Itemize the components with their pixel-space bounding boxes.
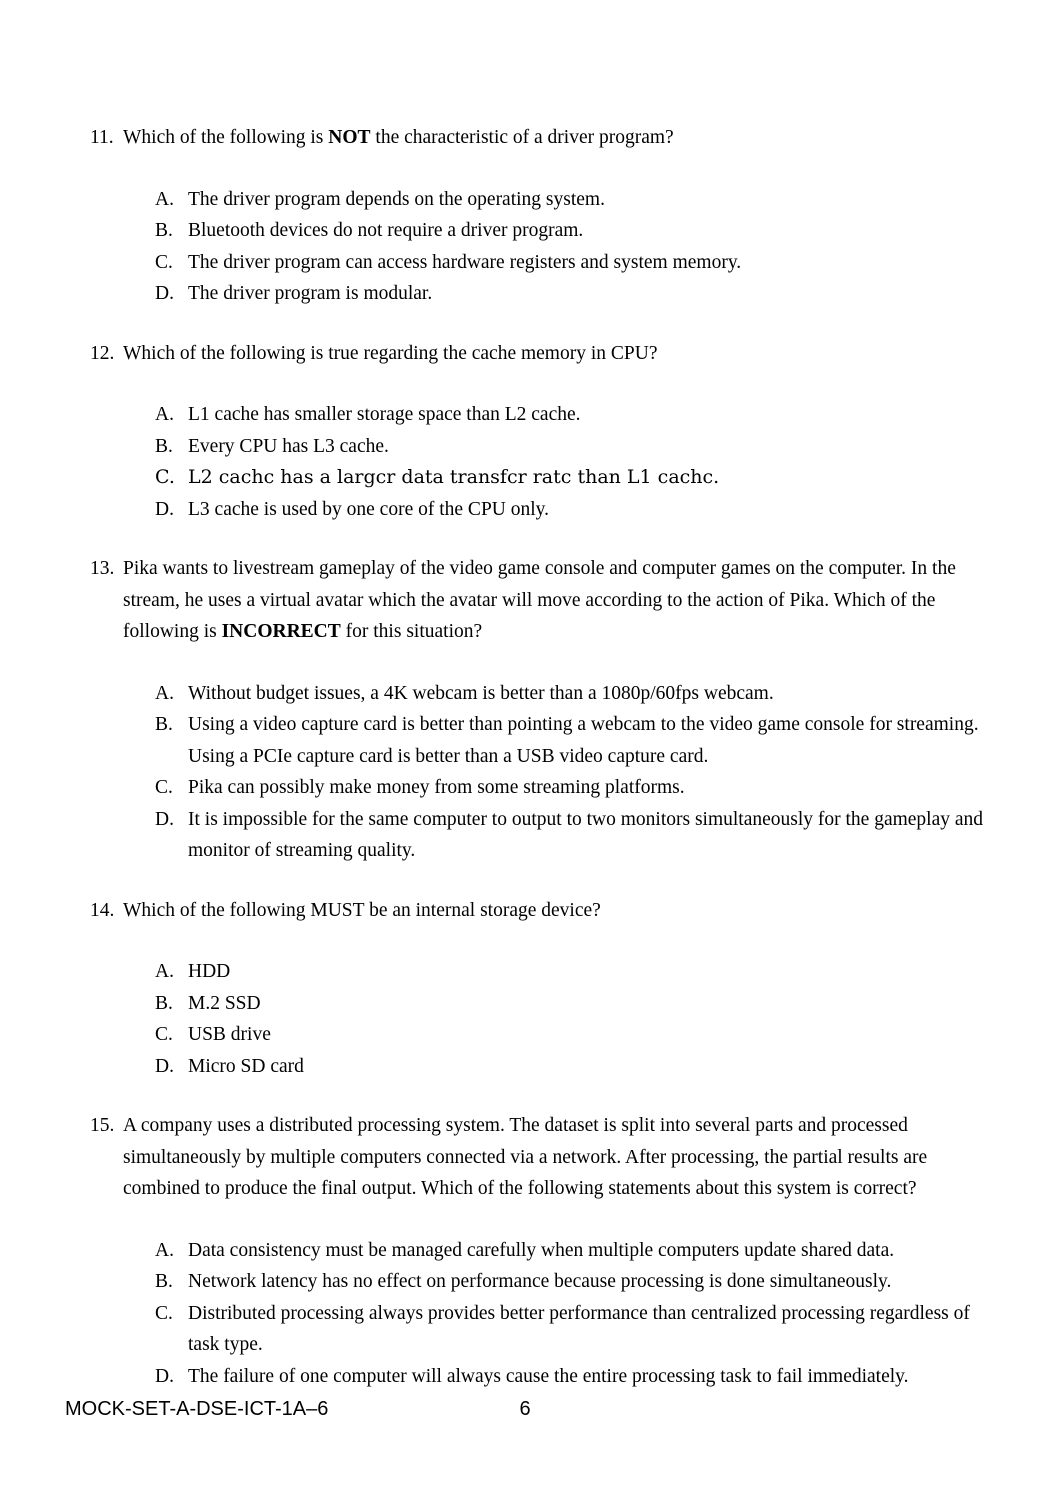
answer-option xyxy=(0,709,1050,772)
option-text: Bluetooth devices do not require a driver program. xyxy=(188,220,584,241)
answer-option xyxy=(0,462,1050,494)
option-label: B. xyxy=(155,714,173,735)
option-label: D. xyxy=(155,283,174,304)
option-text: L1 cache has smaller storage space than L2 cache. xyxy=(188,404,581,425)
answer-option xyxy=(0,1235,1050,1267)
stem-text: the characteristic of a driver program? xyxy=(370,127,674,148)
answer-option xyxy=(0,1361,1050,1393)
answer-option xyxy=(0,494,1050,526)
options-list xyxy=(0,1235,1050,1393)
answer-option xyxy=(0,184,1050,216)
option-text: The failure of one computer will always cause the entire processing task to fail immediately. xyxy=(188,1365,909,1387)
answer-option xyxy=(0,1266,1050,1298)
option-label: C. xyxy=(155,251,173,273)
option-label: D. xyxy=(155,808,174,830)
answer-option xyxy=(0,1019,1050,1051)
option-label: A. xyxy=(155,1239,174,1261)
option-label: A. xyxy=(155,188,174,210)
answer-option xyxy=(0,772,1050,804)
option-text: Network latency has no effect on performance because processing is done simultaneously. xyxy=(188,1271,892,1292)
option-text: It is impossible for the same computer to output to two monitors simultaneously for the gameplay and monitor of streaming quality. xyxy=(188,808,984,861)
option-label: A. xyxy=(155,961,174,982)
question-stem-row xyxy=(0,1110,1050,1205)
stem-text: Which of the following is xyxy=(123,127,329,148)
answer-option xyxy=(0,215,1050,247)
stem-emphasis: INCORRECT xyxy=(221,621,341,642)
options-list xyxy=(0,184,1050,310)
question-number: 12. xyxy=(90,342,115,364)
answer-option xyxy=(0,988,1050,1020)
stem-text: A company uses a distributed processing system. The dataset is split into several parts and processed simultaneously by multiple computers connected via a network. After processing, the partial results are combined to produce the final output. Which of the following statements about this system is correct? xyxy=(123,1115,928,1199)
option-label: D. xyxy=(155,498,174,520)
question-12 xyxy=(0,338,1050,526)
question-stem xyxy=(123,895,1050,927)
question-stem-row xyxy=(0,122,1050,154)
answer-option xyxy=(0,247,1050,279)
question-13 xyxy=(0,553,1050,867)
option-text: Using a video capture card is better than pointing a webcam to the video game console for streaming. Using a PCIe capture card is better than a USB video capture card. xyxy=(188,714,979,767)
answer-option xyxy=(0,956,1050,988)
question-stem-row xyxy=(0,553,1050,648)
option-text: M.2 SSD xyxy=(188,992,261,1014)
question-number: 15. xyxy=(90,1115,115,1136)
option-text: Pika can possibly make money from some streaming platforms. xyxy=(188,777,685,798)
option-label: C. xyxy=(155,777,173,798)
question-14 xyxy=(0,895,1050,1083)
option-text: L3 cache is used by one core of the CPU only. xyxy=(188,498,550,520)
question-stem xyxy=(123,122,1050,154)
option-text: The driver program is modular. xyxy=(188,283,433,304)
question-stem xyxy=(123,553,1050,648)
answer-option xyxy=(0,278,1050,310)
option-text: L2 cachc has a largcr data transfcr ratc than L1 cachc. xyxy=(188,466,720,488)
stem-emphasis: NOT xyxy=(328,127,371,148)
option-label: C. xyxy=(155,1302,173,1324)
stem-text: for this situation? xyxy=(340,621,483,642)
page-footer xyxy=(0,1396,1050,1428)
stem-text: Which of the following is true regarding the cache memory in CPU? xyxy=(123,342,658,364)
option-text: Distributed processing always provides better performance than centralized processing regardless of task type. xyxy=(188,1302,970,1355)
options-list xyxy=(0,678,1050,867)
option-text: Without budget issues, a 4K webcam is better than a 1080p/60fps webcam. xyxy=(188,682,774,704)
option-label: D. xyxy=(155,1365,174,1387)
page-number: 6 xyxy=(519,1398,531,1420)
question-11 xyxy=(0,122,1050,310)
option-text: The driver program can access hardware registers and system memory. xyxy=(188,251,742,273)
option-text: HDD xyxy=(188,961,231,982)
answer-option xyxy=(0,678,1050,710)
question-stem-row xyxy=(0,338,1050,370)
option-label: B. xyxy=(155,435,173,457)
question-number: 13. xyxy=(90,558,115,579)
option-label: B. xyxy=(155,992,173,1014)
stem-text: Which of the following MUST be an internal storage device? xyxy=(123,899,601,921)
option-label: D. xyxy=(155,1055,174,1077)
question-number: 11. xyxy=(90,127,114,148)
option-label: C. xyxy=(155,466,175,488)
option-label: C. xyxy=(155,1024,173,1045)
options-list xyxy=(0,399,1050,525)
option-text: USB drive xyxy=(188,1024,271,1045)
option-label: A. xyxy=(155,682,174,704)
question-stem xyxy=(123,1110,1050,1205)
answer-option xyxy=(0,431,1050,463)
option-text: Micro SD card xyxy=(188,1055,304,1077)
option-text: Every CPU has L3 cache. xyxy=(188,435,389,457)
answer-option xyxy=(0,1298,1050,1361)
option-label: B. xyxy=(155,1271,173,1292)
question-number: 14. xyxy=(90,899,115,921)
option-label: B. xyxy=(155,220,173,241)
question-stem-row xyxy=(0,895,1050,927)
option-text: The driver program depends on the operating system. xyxy=(188,188,605,210)
option-text: Data consistency must be managed carefully when multiple computers update shared data. xyxy=(188,1239,895,1261)
answer-option xyxy=(0,1051,1050,1083)
stem-text: Pika wants to livestream gameplay of the video game console and computer games on the computer. In the stream, he uses a virtual avatar which the avatar will move according to the action of Pika. Which of the following is xyxy=(123,558,956,642)
option-label: A. xyxy=(155,404,174,425)
answer-option xyxy=(0,804,1050,867)
question-stem xyxy=(123,338,1050,370)
answer-option xyxy=(0,399,1050,431)
options-list xyxy=(0,956,1050,1082)
questions-container xyxy=(0,122,1050,1420)
document-code: MOCK-SET-A-DSE-ICT-1A–6 xyxy=(65,1398,329,1420)
question-15 xyxy=(0,1110,1050,1392)
